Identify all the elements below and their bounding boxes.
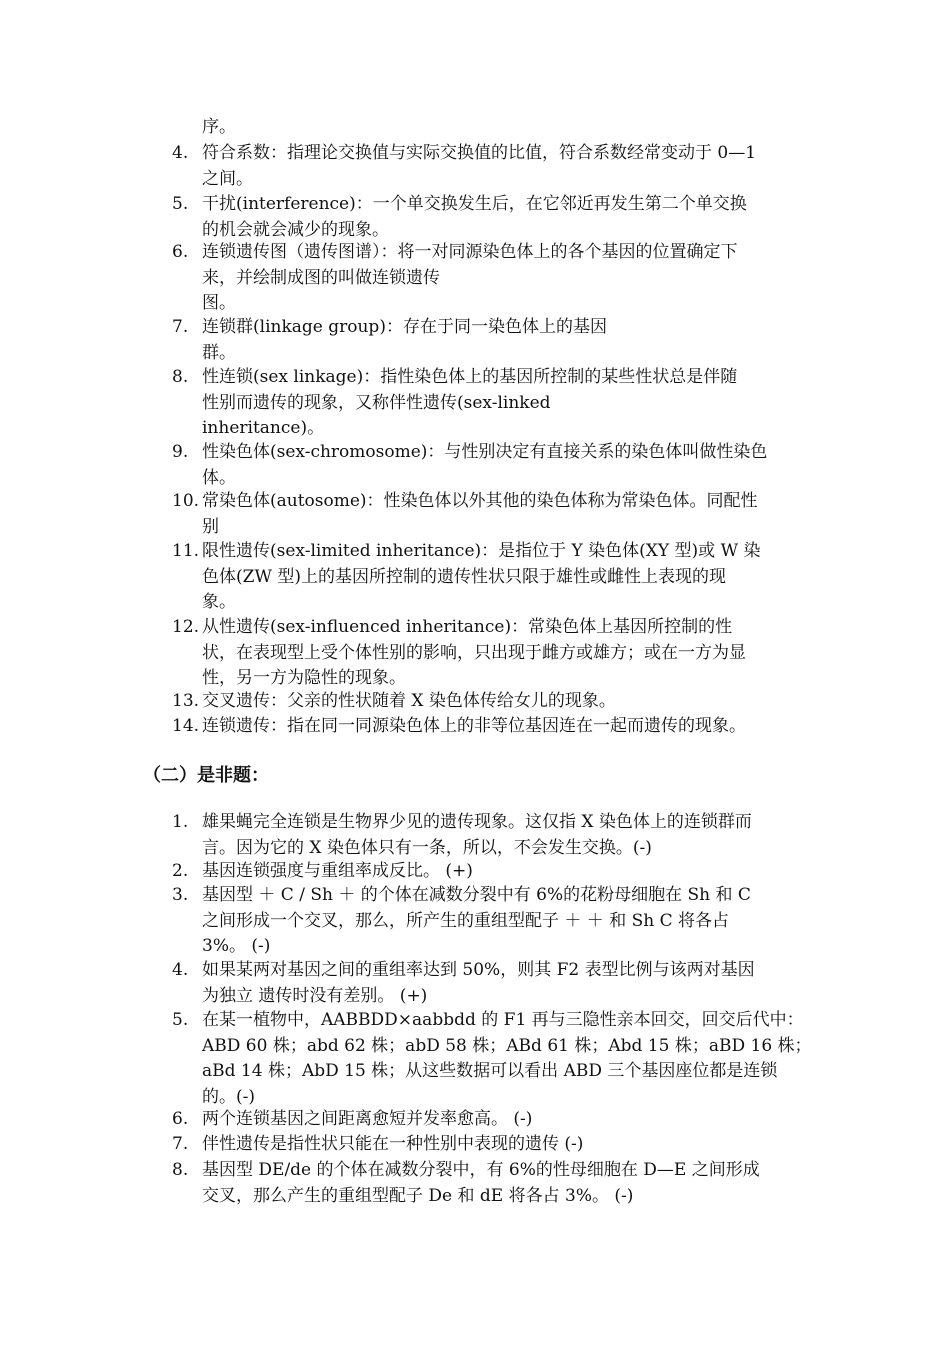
item-number: 4.: [172, 143, 189, 163]
item-text: 基因型 ＋ C / Sh ＋ 的个体在减数分裂中有 6%的花粉母细胞在 Sh 和 C 之间形成一个交叉，那么，所产生的重组型配子 ＋ ＋ 和 Sh C 将各占 3%。 (-): [202, 885, 751, 956]
item-text: 基因型 DE/de 的个体在减数分裂中，有 6%的性母细胞在 D—E 之间形成 交叉，那么产生的重组型配子 De 和 dE 将各占 3%。 (-): [202, 1160, 760, 1206]
item-text: 性染色体(sex-chromosome)：与性别决定有直接关系的染色体叫做性染色 体。: [202, 442, 768, 488]
item-number: 10.: [172, 491, 200, 511]
item-text: 雄果蝇完全连锁是生物界少见的遗传现象。这仅指 X 染色体上的连锁群而 言。因为它的 X 染色体只有一条，所以，不会发生交换。(-): [202, 812, 752, 858]
item-text: 性连锁(sex linkage)：指性染色体上的基因所控制的某些性状总是伴随 性别而遗传的现象，又称伴性遗传(sex-linked inheritance)。: [202, 367, 738, 438]
item-number: 5.: [172, 194, 189, 214]
item-text: 交叉遗传：父亲的性状随着 X 染色体传给女儿的现象。: [202, 691, 616, 711]
item-text: 两个连锁基因之间距离愈短并发率愈高。 (-): [202, 1109, 533, 1129]
item-number: 8.: [172, 1160, 189, 1180]
item-text: 连锁遗传：指在同一同源染色体上的非等位基因连在一起而遗传的现象。: [202, 716, 746, 736]
item-text: 如果某两对基因之间的重组率达到 50%，则其 F2 表型比例与该两对基因 为独立 遗传时没有差别。 (+): [202, 960, 755, 1006]
item-text: 常染色体(autosome)：性染色体以外其他的染色体称为常染色体。同配性 别: [202, 491, 758, 537]
item-number: 12.: [172, 617, 200, 637]
section-heading: （二）是非题：: [143, 765, 269, 786]
item-text: 在某一植物中，AABBDD×aabbdd 的 F1 再与三隐性亲本回交，回交后代中： ABD 60 株；abd 62 株；abD 58 株；ABd 61 株；Abd 15 株；aBD 16 株； aBd 14 株；AbD 15 株；从这些数据可以看出 ABD 三个基因座位都是连锁 的。(-): [202, 1010, 812, 1107]
item-number: 3.: [172, 885, 189, 905]
item-number: 2.: [172, 861, 189, 881]
item-text: 限性遗传(sex-limited inheritance)：是指位于 Y 染色体(XY 型)或 W 染 色体(ZW 型)上的基因所控制的遗传性状只限于雄性或雌性上表现的现 象。: [202, 541, 761, 612]
item-text: 连锁群(linkage group)：存在于同一染色体上的基因 群。: [202, 317, 607, 363]
continuation-text: 序。: [202, 117, 236, 137]
item-text: 连锁遗传图（遗传图谱）：将一对同源染色体上的各个基因的位置确定下 来，并绘制成图的叫做连锁遗传 图。: [202, 242, 738, 313]
item-number: 14.: [172, 716, 200, 736]
item-text: 基因连锁强度与重组率成反比。 (+): [202, 861, 473, 881]
item-number: 11.: [172, 541, 200, 561]
item-number: 9.: [172, 442, 189, 462]
item-number: 5.: [172, 1010, 189, 1030]
item-text: 伴性遗传是指性状只能在一种性别中表现的遗传 (-): [202, 1134, 584, 1154]
item-number: 1.: [172, 812, 189, 832]
item-number: 13.: [172, 691, 200, 711]
item-text: 从性遗传(sex-influenced inheritance)：常染色体上基因所控制的性 状，在表现型上受个体性别的影响，只出现于雌方或雄方；或在一方为显 性，另一方为隐性的现象。: [202, 617, 746, 688]
item-number: 4.: [172, 960, 189, 980]
item-number: 6.: [172, 1109, 189, 1129]
item-number: 8.: [172, 367, 189, 387]
item-number: 6.: [172, 242, 189, 262]
item-text: 干扰(interference)：一个单交换发生后，在它邻近再发生第二个单交换 的机会就会减少的现象。: [202, 194, 747, 240]
item-text: 符合系数：指理论交换值与实际交换值的比值，符合系数经常变动于 0—1 之间。: [202, 143, 757, 189]
item-number: 7.: [172, 1134, 189, 1154]
item-number: 7.: [172, 317, 189, 337]
